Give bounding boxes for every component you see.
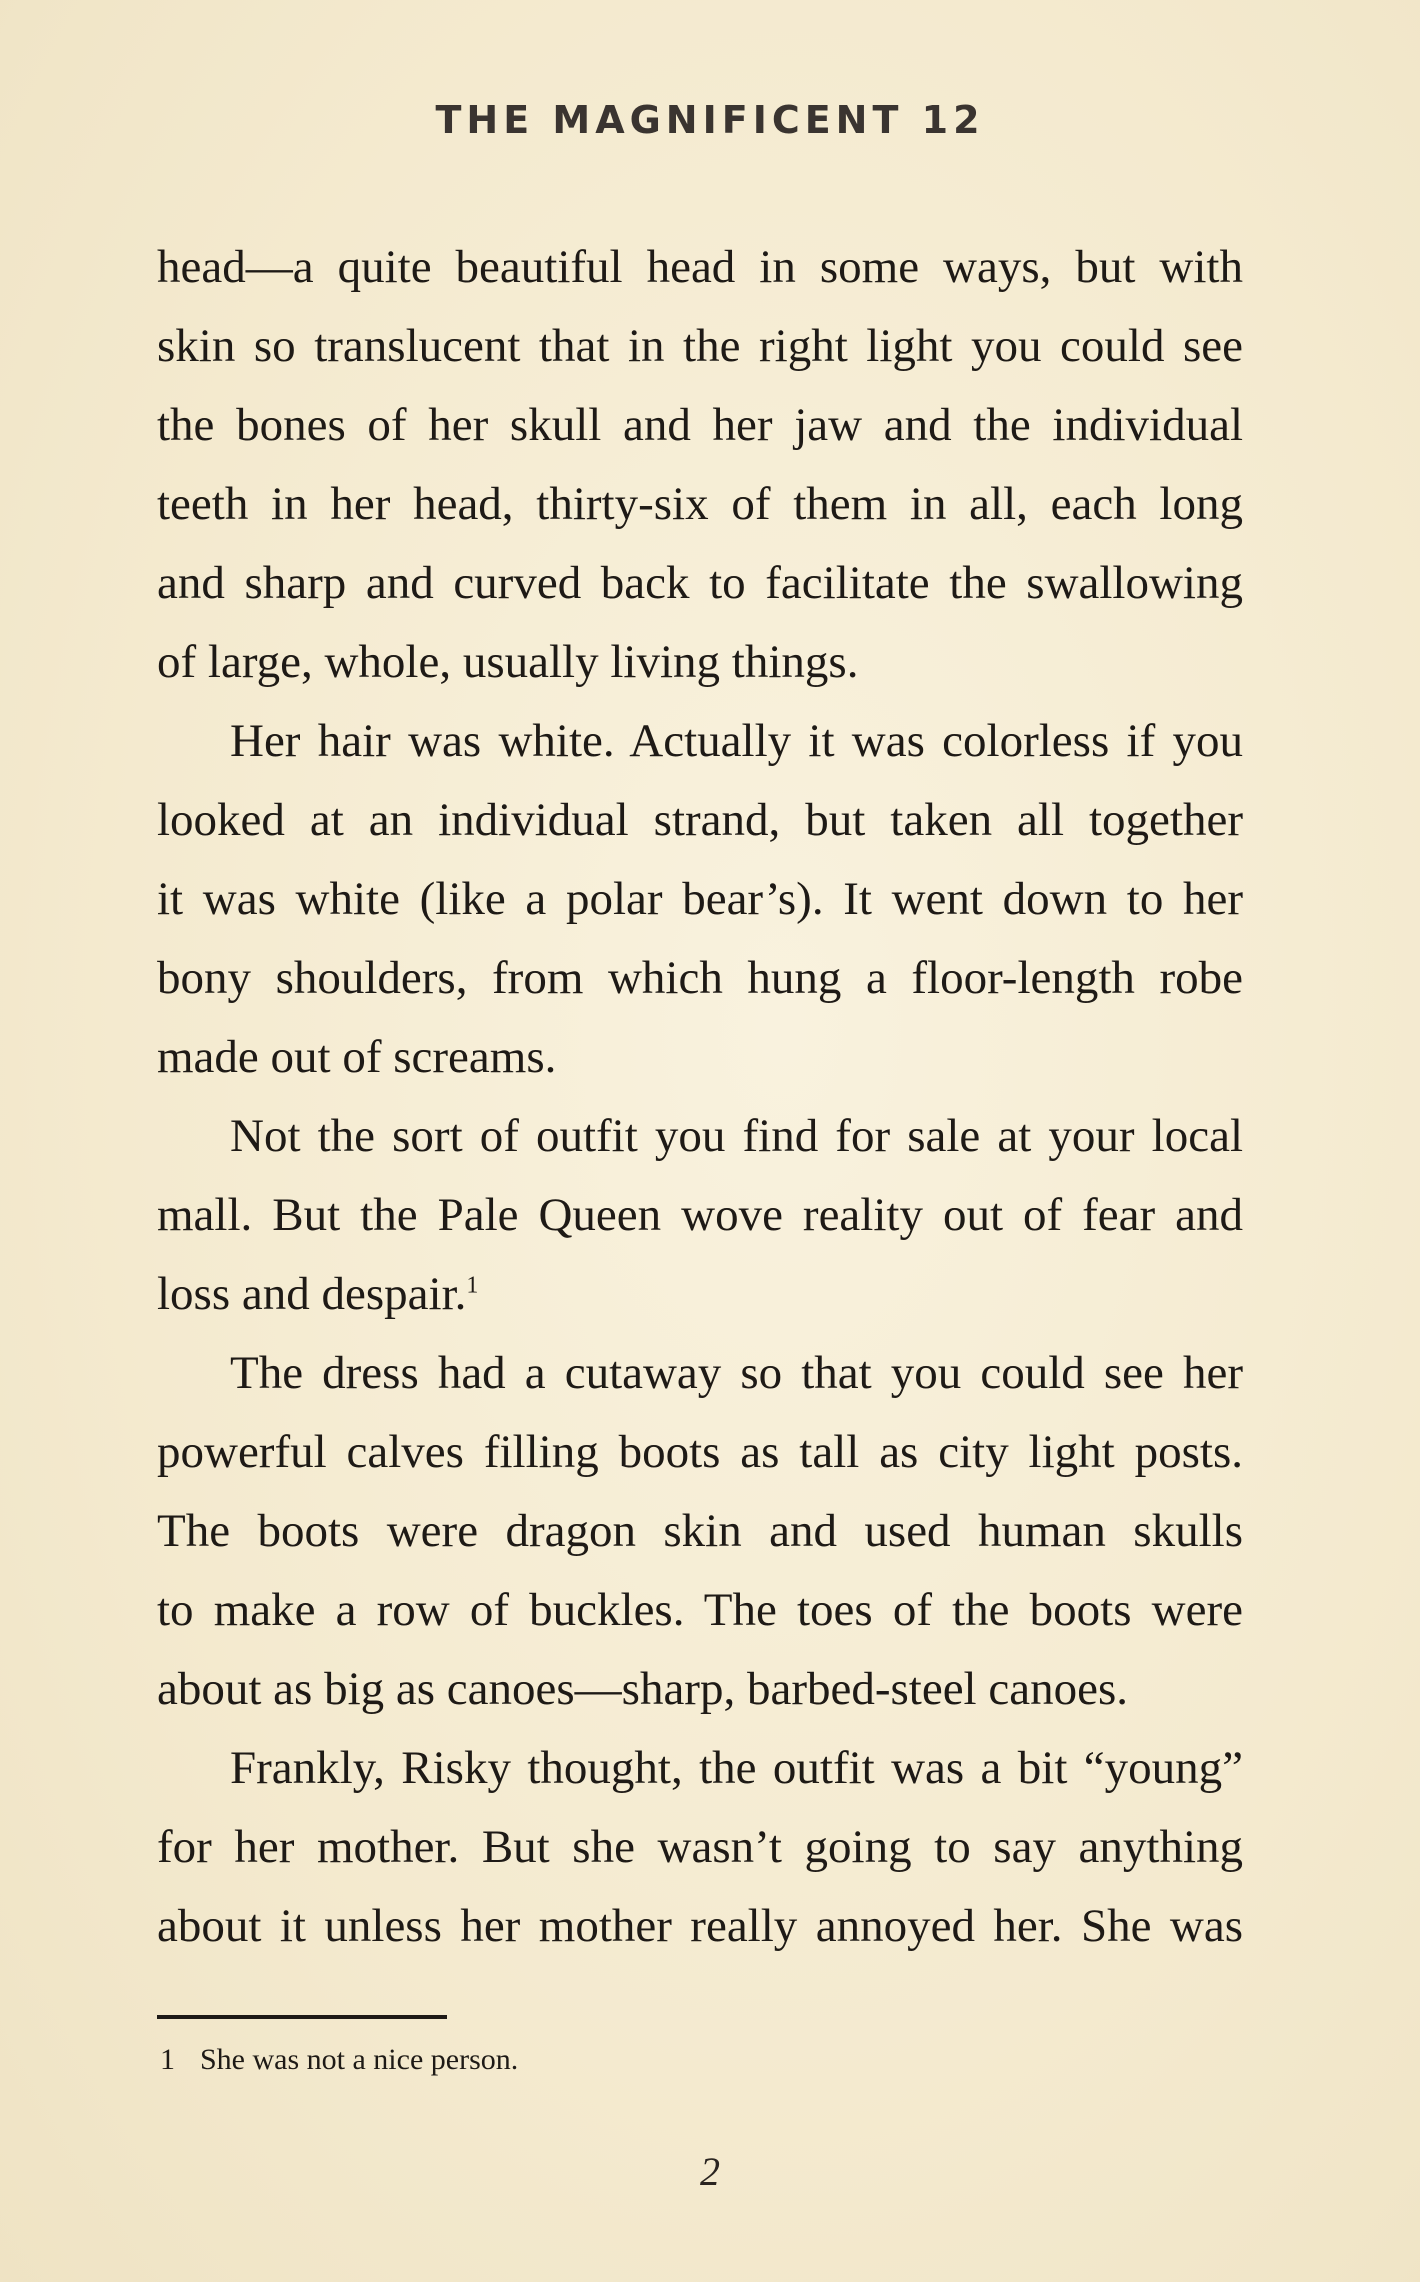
text-line-content: the bones of her skull and her jaw and the individual: [157, 399, 1243, 451]
text-line: [157, 1650, 1243, 1729]
text-line-content: The dress had a cutaway so that you could see her: [230, 1347, 1243, 1399]
text-line-content: powerful calves filling boots as tall as city light posts.: [157, 1426, 1243, 1478]
footnote: [160, 2040, 518, 2080]
page-number: 2: [700, 2149, 720, 2194]
text-line: [157, 228, 1243, 307]
text-line: [157, 781, 1243, 860]
text-line: [157, 1176, 1243, 1255]
text-line-content: mall. But the Pale Queen wove reality out of fear and: [157, 1189, 1243, 1241]
text-line-content: Her hair was white. Actually it was colorless if you: [230, 715, 1243, 767]
text-line: [157, 1571, 1243, 1650]
text-line-content: and sharp and curved back to facilitate the swallowing: [157, 557, 1243, 609]
text-line: [157, 939, 1243, 1018]
text-line-content: teeth in her head, thirty-six of them in all, each long: [157, 478, 1243, 530]
text-line: [157, 544, 1243, 623]
text-line-content: made out of screams.: [157, 1031, 557, 1083]
text-line: [157, 1887, 1243, 1966]
text-line-content: looked at an individual strand, but taken all together: [157, 794, 1243, 846]
text-line: [157, 1255, 1243, 1334]
text-line-content: Not the sort of outfit you find for sale at your local: [230, 1110, 1243, 1162]
text-line-content: about as big as canoes—sharp, barbed-steel canoes.: [157, 1663, 1128, 1715]
text-line-content: for her mother. But she wasn’t going to say anything: [157, 1821, 1243, 1873]
text-line-content: The boots were dragon skin and used human skulls: [157, 1505, 1243, 1557]
text-line-content: head—a quite beautiful head in some ways, but with: [157, 241, 1243, 293]
text-line: [157, 465, 1243, 544]
text-line: [157, 1097, 1243, 1176]
text-line: [157, 860, 1243, 939]
text-line: [157, 307, 1243, 386]
text-line-content: it was white (like a polar bear’s). It went down to her: [157, 873, 1243, 925]
text-line-content: skin so translucent that in the right light you could see: [157, 320, 1243, 372]
text-line: [157, 702, 1243, 781]
text-line: [157, 386, 1243, 465]
text-line-content: Frankly, Risky thought, the outfit was a bit “young”: [230, 1742, 1243, 1794]
footnote-number: 1: [160, 2043, 175, 2076]
text-line: [157, 1413, 1243, 1492]
text-line: [157, 1018, 1243, 1097]
footnote-text: She was not a nice person.: [200, 2043, 519, 2076]
text-line: [157, 1334, 1243, 1413]
text-line-content: bony shoulders, from which hung a floor-length robe: [157, 952, 1243, 1004]
text-line-content: of large, whole, usually living things.: [157, 636, 859, 688]
running-head: THE MAGNIFICENT 12: [435, 98, 985, 142]
text-line-content: about it unless her mother really annoyed her. She was: [157, 1900, 1243, 1952]
text-line: [157, 1729, 1243, 1808]
body-text: [157, 228, 1243, 1966]
footnote-reference: 1: [466, 1272, 479, 1299]
text-line-content: loss and despair.: [157, 1268, 467, 1320]
text-line: [157, 1492, 1243, 1571]
text-line: [157, 1808, 1243, 1887]
text-line-content: to make a row of buckles. The toes of the boots were: [157, 1584, 1243, 1636]
text-line: [157, 623, 1243, 702]
footnote-rule: [157, 2015, 447, 2019]
